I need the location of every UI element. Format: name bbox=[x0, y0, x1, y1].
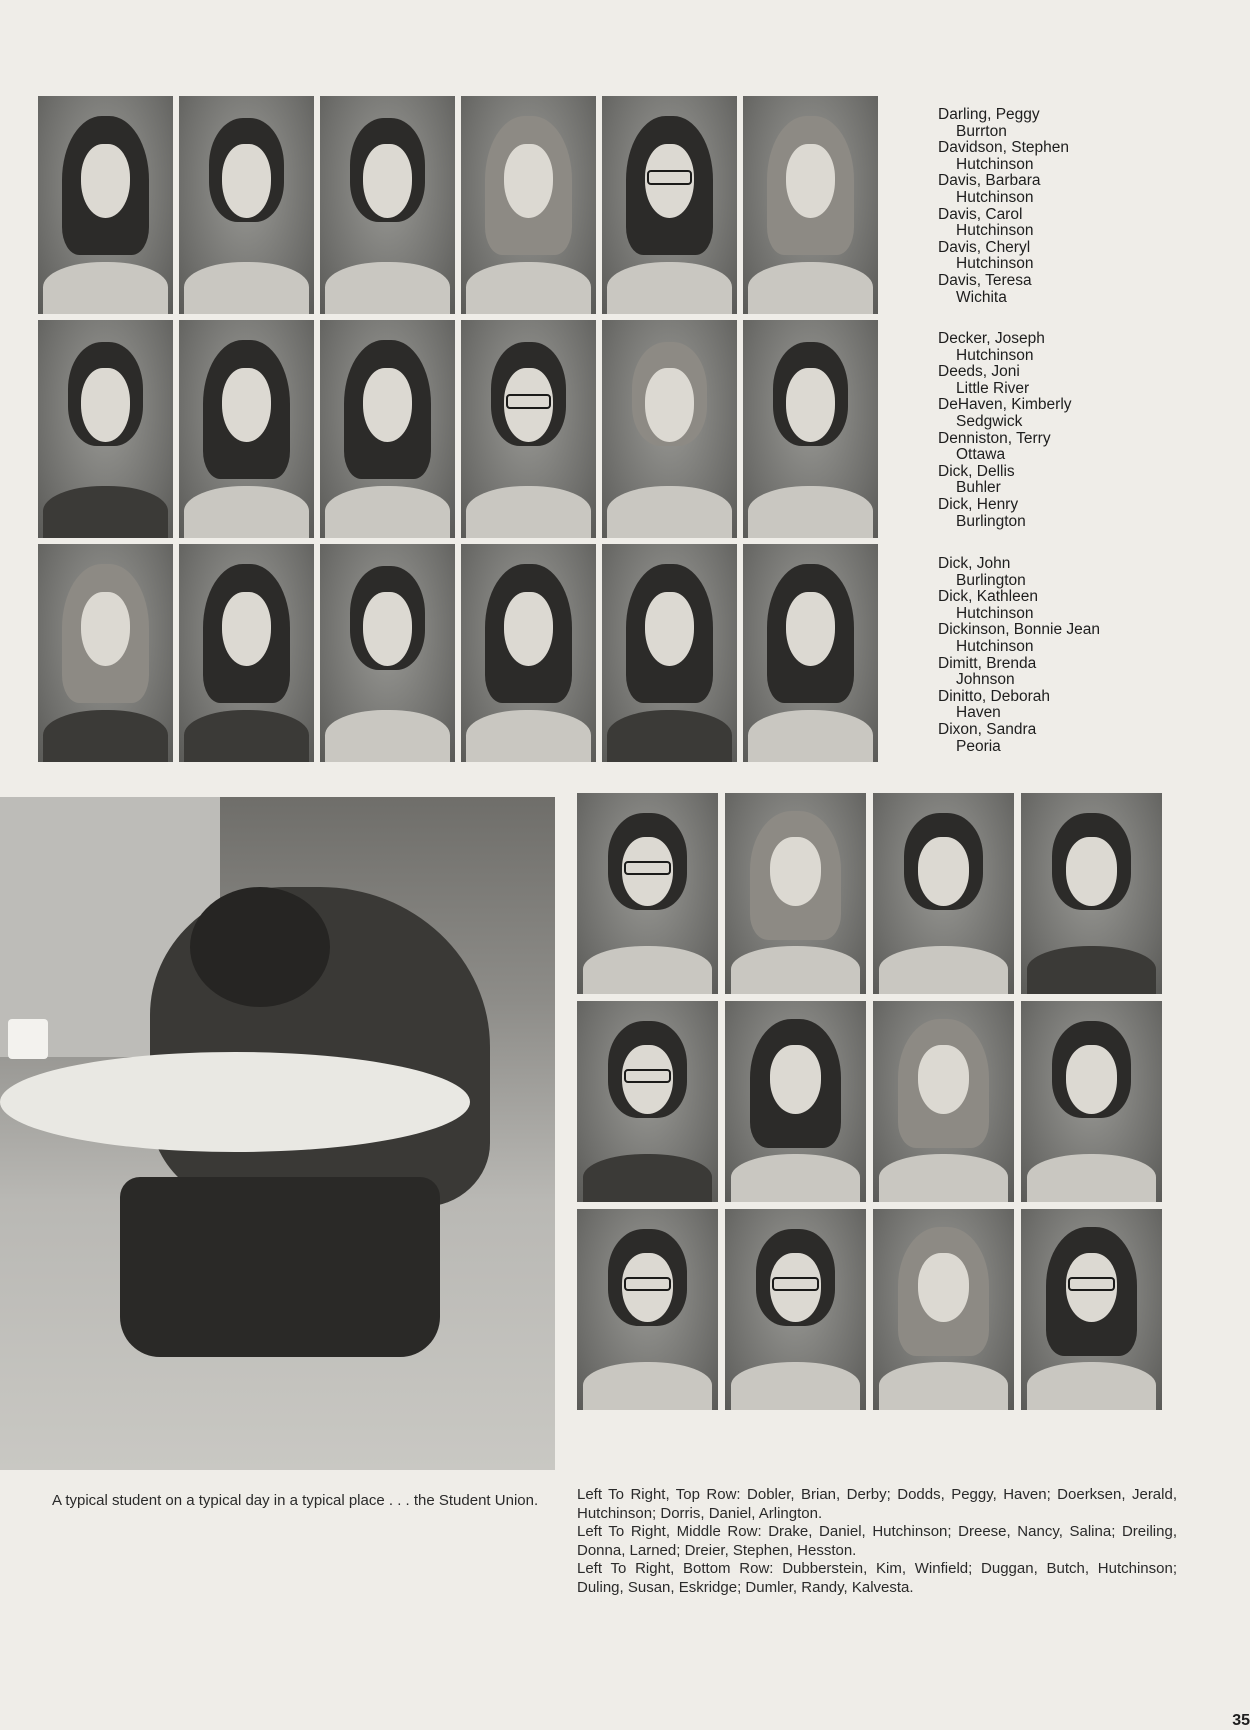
student-hometown: Haven bbox=[956, 704, 1001, 722]
student-hometown: Johnson bbox=[956, 671, 1015, 689]
student-name: Dinitto, Deborah bbox=[938, 687, 1051, 705]
student-hometown: Hutchinson bbox=[956, 346, 1034, 364]
student-hometown: Hutchinson bbox=[956, 255, 1034, 273]
portrait-photo bbox=[179, 96, 314, 314]
portrait-photo bbox=[320, 96, 455, 314]
student-hometown: Hutchinson bbox=[956, 188, 1034, 206]
portrait-photo bbox=[577, 1001, 718, 1202]
student-name: Dick, Dellis bbox=[938, 462, 1015, 480]
student-hometown: Ottawa bbox=[956, 446, 1006, 464]
page-number: 35 bbox=[1232, 1712, 1250, 1729]
portrait-photo bbox=[461, 96, 596, 314]
student-hometown: Hutchinson bbox=[956, 155, 1034, 173]
portrait-grid-top bbox=[38, 96, 918, 768]
student-hometown: Peoria bbox=[956, 737, 1001, 755]
portrait-photo bbox=[725, 793, 866, 994]
student-hometown: Hutchinson bbox=[956, 222, 1034, 240]
portrait-photo bbox=[743, 544, 878, 762]
portrait-photo bbox=[873, 793, 1014, 994]
student-name: Davis, Carol bbox=[938, 205, 1023, 223]
portrait-photo bbox=[38, 96, 173, 314]
student-name: Davis, Teresa bbox=[938, 271, 1032, 289]
student-hometown: Hutchinson bbox=[956, 637, 1034, 655]
portrait-photo bbox=[602, 320, 737, 538]
portrait-photo bbox=[873, 1209, 1014, 1410]
student-name: Dick, John bbox=[938, 555, 1011, 572]
student-union-photo bbox=[0, 797, 555, 1470]
portrait-row-top bbox=[577, 793, 1177, 994]
portrait-photo bbox=[320, 544, 455, 762]
portrait-photo bbox=[725, 1001, 866, 1202]
student-hometown: Burlington bbox=[956, 571, 1026, 589]
portrait-photo bbox=[602, 96, 737, 314]
student-name: Dick, Kathleen bbox=[938, 588, 1038, 606]
portrait-photo bbox=[1021, 1209, 1162, 1410]
caption-middle-row: Left To Right, Middle Row: Drake, Daniel, Hutchinson; Dreese, Nancy, Salina; Dreiling, Donna, Larned; Dreier, Stephen, Hesston. bbox=[577, 1523, 1177, 1559]
caption-bottom-row: Left To Right, Bottom Row: Dubberstein, Kim, Winfield; Duggan, Butch, Hutchinson; Duling, Susan, Eskridge; Dumler, Randy, Kalvesta. bbox=[577, 1560, 1177, 1596]
portrait-photo bbox=[320, 320, 455, 538]
portrait-photo bbox=[725, 1209, 866, 1410]
student-name: Dixon, Sandra bbox=[938, 720, 1037, 738]
student-hometown: Burrton bbox=[956, 122, 1007, 140]
student-name: Darling, Peggy bbox=[938, 106, 1040, 123]
portrait-photo bbox=[743, 320, 878, 538]
portrait-grid-bottom bbox=[577, 793, 1177, 1417]
student-name: Davis, Barbara bbox=[938, 172, 1041, 190]
portrait-photo bbox=[38, 320, 173, 538]
student-hometown: Burlington bbox=[956, 512, 1026, 530]
portrait-photo bbox=[179, 544, 314, 762]
portrait-photo bbox=[1021, 793, 1162, 994]
student-name: Davis, Cheryl bbox=[938, 238, 1031, 256]
portrait-row-middle bbox=[577, 1001, 1177, 1202]
portrait-row-bottom bbox=[577, 1209, 1177, 1410]
photo-caption: A typical student on a typical day in a typical place . . . the Student Union. bbox=[52, 1492, 539, 1509]
portrait-photo bbox=[38, 544, 173, 762]
portrait-row-2 bbox=[38, 320, 918, 538]
student-name: Dickinson, Bonnie Jean bbox=[938, 621, 1100, 639]
portrait-photo bbox=[873, 1001, 1014, 1202]
portrait-caption bbox=[577, 1486, 1177, 1598]
student-hometown: Little River bbox=[956, 379, 1030, 397]
student-hometown: Hutchinson bbox=[956, 604, 1034, 622]
student-name: DeHaven, Kimberly bbox=[938, 396, 1072, 414]
portrait-row-3 bbox=[38, 544, 918, 762]
portrait-photo bbox=[743, 96, 878, 314]
portrait-photo bbox=[179, 320, 314, 538]
name-list-row-3 bbox=[938, 556, 1178, 755]
student-hometown: Sedgwick bbox=[956, 412, 1023, 430]
name-list-row-1 bbox=[938, 107, 1178, 306]
student-name: Denniston, Terry bbox=[938, 429, 1051, 447]
portrait-row-1 bbox=[38, 96, 918, 314]
student-name: Deeds, Joni bbox=[938, 363, 1020, 381]
student-hometown: Buhler bbox=[956, 479, 1001, 497]
student-hometown: Wichita bbox=[956, 288, 1007, 306]
portrait-photo bbox=[577, 1209, 718, 1410]
name-list-row-2 bbox=[938, 331, 1178, 530]
student-name: Dimitt, Brenda bbox=[938, 654, 1037, 672]
portrait-photo bbox=[602, 544, 737, 762]
portrait-photo bbox=[577, 793, 718, 994]
portrait-photo bbox=[461, 544, 596, 762]
portrait-photo bbox=[461, 320, 596, 538]
student-name: Dick, Henry bbox=[938, 495, 1019, 513]
student-name: Davidson, Stephen bbox=[938, 139, 1069, 157]
student-name: Decker, Joseph bbox=[938, 330, 1045, 347]
portrait-photo bbox=[1021, 1001, 1162, 1202]
caption-top-row: Left To Right, Top Row: Dobler, Brian, Derby; Dodds, Peggy, Haven; Doerksen, Jerald, Hutchinson; Dorris, Daniel, Arlington. bbox=[577, 1486, 1177, 1522]
